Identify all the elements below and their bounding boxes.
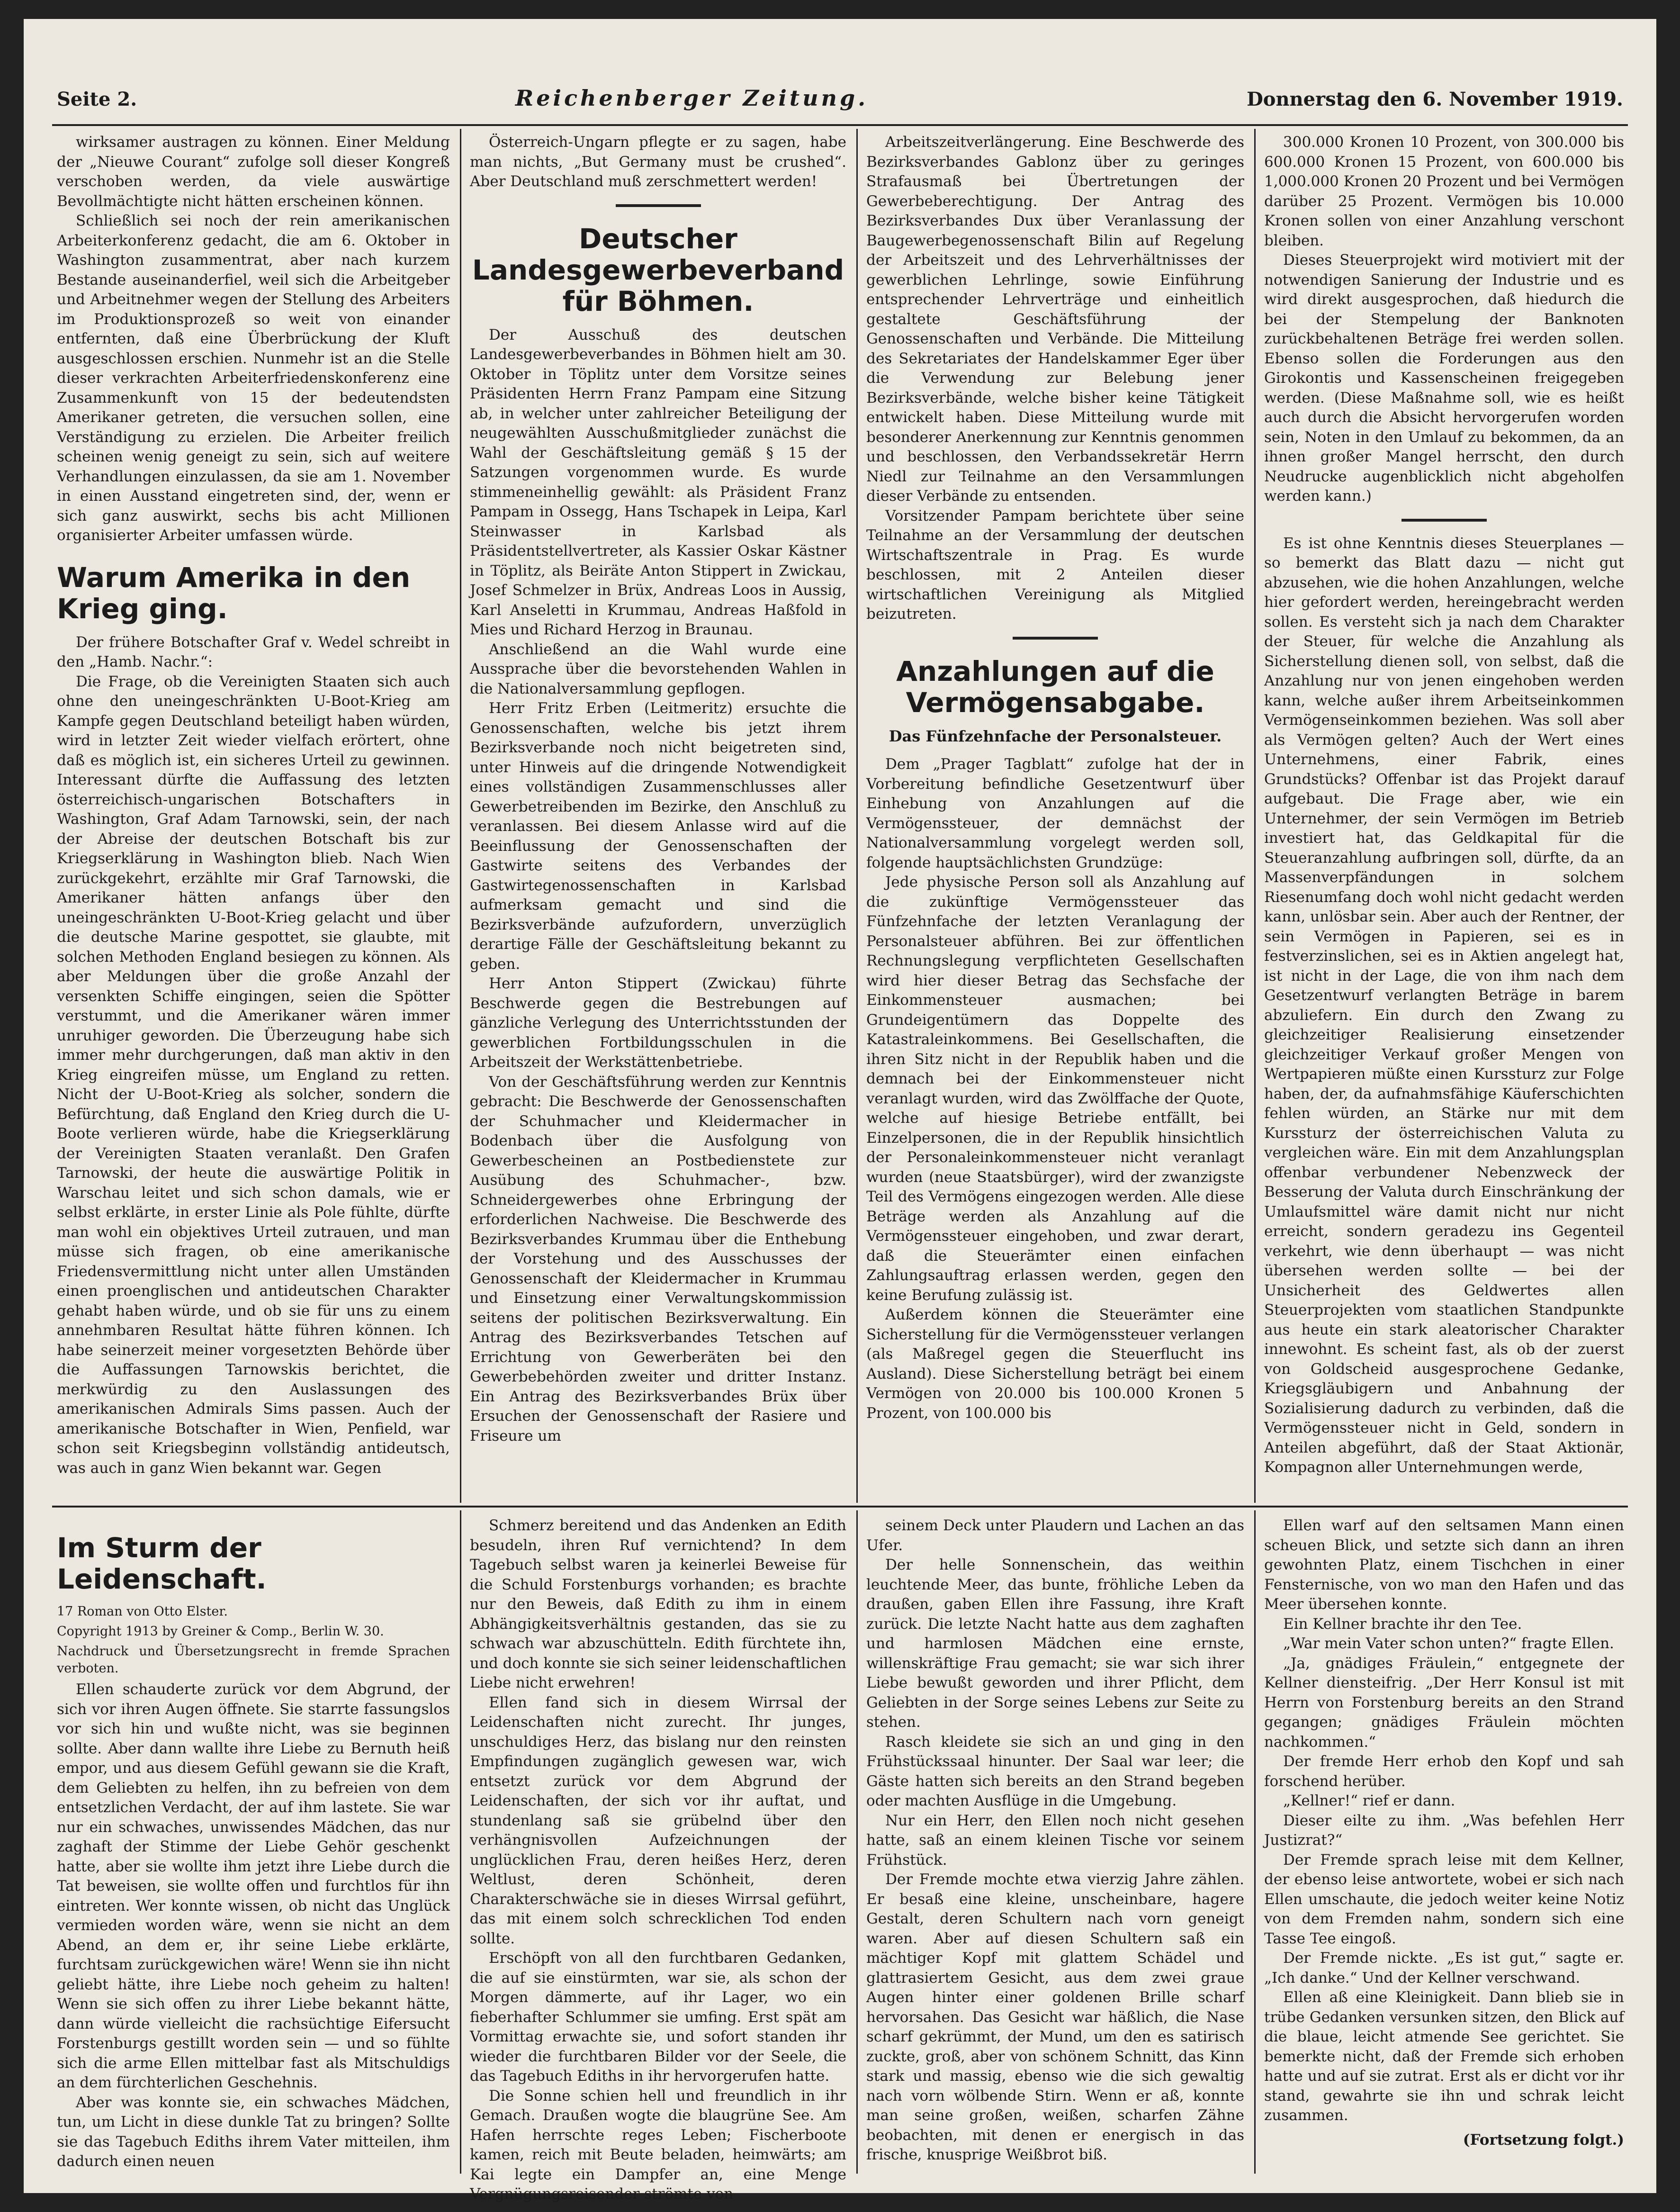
column-rule — [1254, 1510, 1256, 2174]
novel-text: Erschöpft von all den furchtbaren Gedanken, die auf sie einstürmten, war sie, als schon der Morgen dämmerte, auf ihr Lager, wo ein fieberhafter Schlummer sie umfing. Erst spät am Vormittag erwachte sie, und sofort standen ihr wieder die furchtbaren Bilder vor der Seele, die das Tagebuch Ediths in ihr hervorgerufen hatte. — [470, 1950, 846, 2085]
article-text: Der Ausschuß des deutschen Landesgewerbeverbandes in Böhmen hielt am 30. Oktober in Töplitz unter dem Vorsitze seines Präsidenten Herrn Franz Pampam eine Sitzung ab, in welcher unter zahlreicher Beteiligung der neugewählten Ausschußmitglieder zunächst die Wahl der Geschäftsleitung gemäß § 15 der Satzungen vorgenommen wurde. Es wurde stimmeneinhellig gewählt: als Präsident Franz Pampam in Ossegg, Hans Tschapek in Leipa, Karl Steinwasser in Karlsbad als Präsidentstellvertreter, als Kassier Oskar Kästner in Töplitz, als Beiräte Anton Stippert in Zwickau, Josef Schmelzer in Brüx, Andreas Loos in Aussig, Karl Anseletti in Krummau, Andreas Haßfold in Mies und Richard Herzog in Braunau. — [470, 326, 846, 638]
column-2 — [470, 133, 846, 1502]
article-text: Herr Fritz Erben (Leitmeritz) ersuchte die Genossenschaften, welche bis jetzt ihrem Bezirksverbande noch nicht beigetreten sind, unter Hinweis auf die dringende Notwendigkeit eines vollständigen Zusammenschlusses aller Gewerbetreibenden im Bezirke, den Anschluß zu veranlassen. Bei diesem Anlasse wird auf die Beeinflussung der Genossenschaften der Gastwirte seitens des Verbandes der Gastwirtegenossenschaften in Karlsbad aufmerksam gemacht und sind die Bezirksverbände aufzufordern, unverzüglich derartige Fälle der Geschäftsleitung bekannt zu geben. — [470, 700, 846, 973]
column-rule — [460, 129, 461, 1503]
novel-text: Die Sonne schien hell und freundlich in ihr Gemach. Draußen wogte die blaugrüne See. Am Hafen herrschte reges Leben; Fischerboote kamen, reich mit Beute beladen, heimwärts; am Kai legte ein Dampfer an, eine Menge Vergnügungsreisender strömte von — [470, 2087, 846, 2203]
novel-copyright: Copyright 1913 by Greiner & Comp., Berlin W. 30. — [57, 1624, 384, 1639]
article-text: Herr Anton Stippert (Zwickau) führte Beschwerde gegen die Bestrebungen auf gänzliche Verlegung des Unterrichtsstunden der gewerblichen Fortbildungsschulen in die Arbeitszeit der Werkstättenbetriebe. — [470, 975, 846, 1071]
article-text: 300.000 Kronen 10 Prozent, von 300.000 bis 600.000 Kronen 15 Prozent, von 600.000 bis 1,000.000 Kronen 20 Prozent und bei Vermögen darüber 25 Prozent. Vermögen bis 10.000 Kronen sollen von einer Anzahlung verschont bleiben. — [1264, 134, 1624, 249]
novel-text: Rasch kleidete sie sich an und ging in den Frühstückssaal hinunter. Der Saal war leer; die Gäste hatten sich bereits an den Strand begeben oder machten Ausflüge in die Umgebung. — [866, 1733, 1244, 1809]
novel-text: Nur ein Herr, den Ellen noch nicht gesehen hatte, saß an einem kleinen Tische vor seinem Frühstück. — [866, 1812, 1244, 1869]
header-rule — [52, 124, 1628, 126]
column-rule — [1254, 129, 1256, 1503]
column-4 — [1264, 133, 1624, 1502]
page-header — [57, 85, 1623, 118]
headline-amerika: Warum Amerika in den Krieg ging. — [57, 561, 411, 625]
novel-text: „War mein Vater schon unten?“ fragte Ellen. — [1283, 1635, 1614, 1652]
novel-text: Der Fremde nickte. „Es ist gut,“ sagte er. „Ich danke.“ Und der Kellner verschwand. — [1264, 1950, 1624, 1986]
column-rule — [856, 1510, 858, 2174]
novel-rights: Nachdruck und Übersetzungsrecht in fremde Sprachen verboten. — [57, 1644, 450, 1676]
novel-text: Der helle Sonnenschein, das weithin leuchtende Meer, das bunte, fröhliche Leben da draußen, gaben Ellen ihre Fassung, ihre Kraft zurück. Die letzte Nacht hatte aus dem zaghaften und harmlosen Mädchen eine ernste, willenskräftige Frau gemacht; sie war sich ihrer Liebe bewußt geworden und ihrer Pflicht, dem Geliebten in der Sorge seines Lebens zur Seite zu stehen. — [866, 1556, 1244, 1731]
issue-date: Donnerstag den 6. November 1919. — [1247, 88, 1623, 110]
article-text: Der frühere Botschafter Graf v. Wedel schreibt in den „Hamb. Nachr.“: — [57, 633, 450, 670]
novel-text: Ellen schauderte zurück vor dem Abgrund, der sich vor ihren Augen öffnete. Sie starrte fassungslos vor sich hin und wußte nicht, was sie beginnen sollte. Aber dann wallte ihre Liebe zu Bernuth heiß empor, und aus diesem Gefühl gewann sie die Kraft, dem Geliebten zu helfen, ihn zu befreien von dem entsetzlichen Verdacht, der auf ihm lastete. Sie war nur ein schwaches, unwissendes Mädchen, das nur zaghaft der Stimme der Liebe Gehör geschenkt hatte, aber sie wollte ihm jetzt ihre Liebe durch die Tat beweisen, sie wollte offen und furchtlos für ihn eintreten. Wer konnte wissen, ob nicht das Unglück vermieden worden wäre, wenn sie nicht an dem Abend, an dem er, ihr seine Liebe erklärte, furchtsam zurückgewichen wäre! Wenn sie ihn nicht geliebt hätte, ihre Liebe noch geheim zu halten! Wenn sie sich offen zu ihrer Liebe bekannt hätte, dann würde vielleicht die rachsüchtige Eifersucht Forstenburgs gestillt worden sein — und so fühlte sich die arme Ellen mittelbar fast als Mitschuldigs an dem fürchterlichen Geschehnis. — [57, 1681, 450, 2091]
column-rule — [460, 1510, 461, 2174]
column-1 — [57, 133, 450, 1502]
novel-text: seinem Deck unter Plaudern und Lachen an das Ufer. — [866, 1517, 1244, 1554]
subheadline: Das Fünfzehnfache der Personalsteuer. — [889, 727, 1222, 745]
article-text: Österreich-Ungarn pflegte er zu sagen, habe man nichts, „But Germany must be crushed“. Aber Deutschland muß zerschmettert werden! — [470, 134, 846, 190]
article-separator — [1013, 637, 1098, 640]
article-text: Anschließend an die Wahl wurde eine Aussprache über die bevorstehenden Wahlen in die Nationalversammlung gepflogen. — [470, 641, 846, 697]
novel-title: Im Sturm der Leidenschaft. — [57, 1532, 267, 1595]
novel-text: Der Fremde sprach leise mit dem Kellner, der ebenso leise antwortete, wobei er sich nach Ellen umschaute, die jedoch weiter keine Notiz von dem Fremden nahm, sondern sich eine Tasse Tee eingoß. — [1264, 1851, 1624, 1947]
article-text: Arbeitszeitverlängerung. Eine Beschwerde des Bezirksverbandes Gablonz über zu geringes Strafausmaß bei Übertretungen der Gewerbeberechtigung. Der Antrag des Bezirksverbandes Dux über Veranlassung der Baugewerbegenossenschaft Bilin auf Regelung der Arbeitszeit und des Lehrverhältnisses der gewerblichen Lehrlinge, sowie Einführung entsprechender Lehrverträge und einheitlich gestaltete Geschäftsführung der Genossenschaften und Verbände. Die Mitteilung des Sekretariates der Handelskammer Eger über die Verwendung zur Belebung jener Bezirksverbände, welche bisher keine Tätigkeit entwickelt haben. Diese Mitteilung wurde mit besonderer Anerkennung zur Kenntnis genommen und beschlossen, den Verbandssekretär Herrn Niedl zur Teilnahme an den Versammlungen dieser Verbände zu entsenden. — [866, 134, 1244, 505]
novel-text: Ellen warf auf den seltsamen Mann einen scheuen Blick, und setzte sich dann an ihren gewohnten Platz, einem Tischchen in einer Fensternische, von wo man den Hafen und das Meer übersehen konnte. — [1264, 1517, 1624, 1613]
novel-text: Schmerz bereitend und das Andenken an Edith besudeln, ihren Ruf vernichtend? In dem Tagebuch selbst waren ja keinerlei Beweise für die Schuld Forstenburgs vorhanden; es brachte nur den Beweis, daß Edith zu ihm in einem Abhängigkeitsverhältnis gestanden, das sie zu schwach war abzuschütteln. Edith fürchtete ihn, und doch konnte sie sich seiner leidenschaftlichen Liebe nicht erwehren! — [470, 1517, 846, 1691]
article-separator — [1401, 519, 1487, 522]
page-number: Seite 2. — [57, 88, 137, 110]
continuation-note: (Fortsetzung folgt.) — [1463, 2131, 1624, 2149]
novel-text: Der fremde Herr erhob den Kopf und sah forschend herüber. — [1264, 1753, 1624, 1790]
novel-text: Dieser eilte zu ihm. „Was befehlen Herr Justizrat?“ — [1264, 1812, 1624, 1849]
feuilleton-rule — [52, 1506, 1628, 1508]
feuilleton-column-2 — [470, 1516, 846, 2203]
article-text: Jede physische Person soll als Anzahlung auf die zukünftige Vermögenssteuer das Fünfzehnfache der letzten Veranlagung der Personalsteuer abführen. Bei zur öffentlichen Rechnungslegung verpflichteten Gesellschaften wird hier dieser Betrag das Sechsfache der Einkommensteuer ausmachen; bei Grundeigentümern das Doppelte des Katastraleinkommens. Bei Gesellschaften, die ihren Sitz nicht in der Republik haben und die demnach bei der Einkommensteuer nicht veranlagt wurden, wird das Zwölffache der Quote, welche auf hiesige Betriebe entfällt, bei Einzelpersonen, die in der Republik hinsichtlich der Personaleinkommensteuer nicht veranlagt wurden (neue Staatsbürger), wird der zwanzigste Teil des Vermögens eingezogen werden. Alle diese Beträge werden als Anzahlung auf die Vermögenssteuer eingehoben, und zwar derart, daß die Steuerämter einen einfachen Zahlungsauftrag erlassen werden, gegen den keine Berufung zulässig ist. — [866, 874, 1244, 1304]
newspaper-title: Reichenberger Zeitung. — [515, 85, 869, 111]
novel-text: „Ja, gnädiges Fräulein,“ entgegnete der Kellner diensteifrig. „Der Herr Konsul ist mit Herrn von Forstenburg bereits an den Strand gegangen; gnädiges Fräulein möchten nachkommen.“ — [1264, 1654, 1624, 1751]
article-separator — [616, 204, 701, 207]
novel-text: Ellen fand sich in diesem Wirrsal der Leidenschaften nicht zurecht. Ihr junges, unschuldiges Herz, das bislang nur den reinsten Empfindungen zugänglich gewesen war, wich entsetzt zurück vor dem Abgrund der Leidenschaften, der sich vor ihr auftat, und stundenlang saß sie grübelnd über den verhängnisvollen Aufzeichnungen der unglücklichen Frau, deren heißes Herz, deren Weltlust, deren Schönheit, deren Charakterschwäche sie in dieses Wirrsal geführt, das mit einem solch schrecklichen Tod enden sollte. — [470, 1694, 846, 1947]
headline-anzahlungen: Anzahlungen auf die Vermögensabgabe. — [896, 655, 1214, 719]
article-text: Dieses Steuerprojekt wird motiviert mit der notwendigen Sanierung der Industrie und es wird direkt ausgesprochen, daß hiedurch die bei der Stempelung der Banknoten zurückbehaltenen Beträge frei werden sollen. Ebenso sollen die Forderungen aus den Girokontis und Kassenscheinen freigegeben werden. (Diese Maßnahme soll, wie es heißt auch durch die Absicht hervorgerufen worden sein, Noten in den Umlauf zu bekommen, da an ihnen großer Mangel herrscht, den durch Neudrucke augenblicklich nicht abgeholfen werden kann.) — [1264, 252, 1624, 505]
article-text: Dem „Prager Tagblatt“ zufolge hat der in Vorbereitung befindliche Gesetzentwurf über Einhebung von Anzahlungen auf die Vermögenssteuer, der demnächst der Nationalversammlung vorgelegt werden soll, folgende hauptsächlichsten Grundzüge: — [866, 756, 1244, 871]
feuilleton-column-3 — [866, 1516, 1244, 2175]
novel-byline: 17 Roman von Otto Elster. — [57, 1604, 228, 1619]
article-text: Von der Geschäftsführung werden zur Kenntnis gebracht: Die Beschwerde der Genossenschaften der Schuhmacher und Kleidermacher in Bodenbach über die Ausfolgung von Gewerbescheinen an Postbedienstete zur Ausübung des Schuhmacher-, bzw. Schneidergewerbes ohne Erbringung der erforderlichen Nachweise. Die Beschwerde des Bezirksverbandes Krummau über die Enthebung der Vorstehung und des Ausschusses der Genossenschaft der Kleidermacher in Krummau und Einsetzung einer Verwaltungskommission seitens der politischen Bezirksverwaltung. Ein Antrag des Bezirksverbandes Tetschen auf Errichtung von Gewerberäten bei den Gewerbebehörden zweiter und dritter Instanz. Ein Antrag des Bezirksverbandes Brüx über Ersuchen der Genossenschaft der Rasiere und Friseure um — [470, 1073, 846, 1445]
novel-text: Ellen aß eine Kleinigkeit. Dann blieb sie in trübe Gedanken versunken sitzen, den Blick auf die blaue, leicht atmende See gerichtet. Sie bemerkte nicht, daß der Fremde sich erhoben hatte und auf sie zutrat. Erst als er dicht vor ihr stand, gewahrte sie ihn und schrak leicht zusammen. — [1264, 1989, 1624, 2124]
article-text: Schließlich sei noch der rein amerikanischen Arbeiterkonferenz gedacht, die am 6. Oktober in Washington zusammentrat, aber nach kurzem Bestande auseinanderfiel, weil sich die Arbeitgeber und Arbeitnehmer wegen der Stellung des Arbeiters im Produktionsprozeß so weit von einander entfernten, daß eine Überbrückung der Kluft ausgeschlossen erschien. Nunmehr ist an die Stelle dieser verkrachten Arbeiterfriedenskonferenz eine Zusammenkunft von 15 der bedeutendsten Amerikaner getreten, die versuchen sollen, eine Verständigung zu erzielen. Die Arbeiter freilich scheinen wenig geneigt zu sein, sich auf weitere Verhandlungen einzulassen, da sie am 1. November in einen Ausstand eingetreten sind, der, wenn er sich ganz auswirkt, sechs bis acht Millionen organisierter Arbeiter umfassen würde. — [57, 212, 450, 544]
headline-landesgewerbeverband: Deutscher Landesgewerbeverband für Böhmen. — [472, 222, 844, 317]
novel-text: Ein Kellner brachte ihr den Tee. — [1283, 1615, 1522, 1633]
feuilleton-column-1 — [57, 1516, 450, 2175]
novel-text: „Kellner!“ rief er dann. — [1283, 1792, 1455, 1809]
article-text: wirksamer austragen zu können. Einer Meldung der „Nieuwe Courant“ zufolge soll dieser Kongreß verschoben werden, da viele auswärtige Bevollmächtigte nicht hätten erscheinen können. — [57, 134, 450, 210]
newspaper-page — [24, 19, 1656, 2203]
article-text: Die Frage, ob die Vereinigten Staaten sich auch ohne den uneingeschränkten U-Boot-Krieg am Kampfe gegen Deutschland beteiligt haben würden, wird in letzter Zeit wieder vielfach erörtert, ohne daß es möglich ist, ein sicheres Urteil zu gewinnen. Interessant dürfte die Auffassung des letzten österreichisch-ungarischen Botschafters in Washington, Graf Adam Tarnowski, sein, der nach der Abreise der deutschen Botschaft bis zur Kriegserklärung in Washington blieb. Nach Wien zurückgekehrt, erzählte mir Graf Tarnowski, die Amerikaner hätten anfangs über den uneingeschränkten U-Boot-Krieg gelacht und über die deutsche Marine gespottet, sie glaubte, mit solchen Methoden England besiegen zu können. Als aber Meldungen über die große Anzahl der versenkten Schiffe eingingen, seien die Spötter verstummt, und die Amerikaner wären immer unruhiger geworden. Die Überzeugung habe sich immer mehr durchgerungen, daß man aktiv in den Krieg eingreifen müsse, um England zu retten. Nicht der U-Boot-Krieg als solcher, sondern die Befürchtung, daß England den Krieg durch die U-Boote verlieren würde, habe die Kriegserklärung der Vereinigten Staaten veranlaßt. Den Grafen Tarnowski, der heute die auswärtige Politik in Warschau leitet und sich schon damals, wie er selbst erklärte, in erster Linie als Pole fühlte, dürfte man wohl ein objektives Urteil zutrauen, und man müsse sich fragen, ob eine amerikanische Friedensvermittlung nicht unter allen Umständen einen proenglischen und antideutschen Charakter gehabt haben würde, und ob sie für uns zu einem annehmbaren Resultat hätte führen können. Ich habe seinerzeit meiner vorgesetzten Behörde über die Auffassungen Tarnowskis berichtet, die merkwürdig zu den Auslassungen des amerikanischen Admirals Sims passen. Auch der amerikanische Botschafter in Wien, Penfield, war schon seit Kriegsbeginn vollständig antideutsch, was auch in ganz Wien bekannt war. Gegen — [57, 673, 450, 1477]
article-text: Es ist ohne Kenntnis dieses Steuerplanes — so bemerkt das Blatt dazu — nicht gut abzusehen, wie die hohen Anzahlungen, welche hier gefordert werden, hereingebracht werden sollen. Es versteht sich ja nach dem Charakter der Steuer, für welche die Anzahlung als Sicherstellung dienen soll, von selbst, daß die Anzahlung nur von jenen eingehoben werden kann, welche außer ihrem Arbeitseinkommen Vermögenseinkommen beziehen. Was soll aber als Vermögen gelten? Auch der Wert eines Unternehmens, einer Fabrik, eines Grundstücks? Offenbar ist das Projekt darauf aufgebaut. Die Frage aber, wie ein Unternehmer, der sein Vermögen im Betrieb investiert hat, das Geldkapital für die Steueranzahlung aufbringen soll, dürfte, da an Massenverpfändungen in solchem Riesenumfang doch wohl nicht gedacht werden kann, unlösbar sein. Aber auch der Rentner, der sein Vermögen in Papieren, sei es in festverzinslichen, sei es in Aktien angelegt hat, ist nicht in der Lage, die von ihm nach dem Gesetzentwurf verlangten Beträge in barem abzuliefern. Ein durch den Zwang zu gleichzeitiger Realisierung einsetzender gleichzeitiger Verkauf großer Mengen von Wertpapieren müßte einen Kurssturz zur Folge haben, der, da aufnahmsfähige Käuferschichten fehlen würden, an Stärke nur mit dem Kurssturz der österreichischen Valuta zu vergleichen wäre. Ein mit dem Anzahlungsplan offenbar verbundener Nebenzweck der Besserung der Valuta durch Einschränkung der Umlaufsmittel wäre damit nicht nur nicht erreicht, sondern geradezu ins Gegenteil verkehrt, wie denn überhaupt — was nicht übersehen werden sollte — bei der Unsicherheit des Geldwertes allen Steuerprojekten vom staatlichen Standpunkte aus heute ein stark aleatorischer Charakter innewohnt. Es scheint fast, als ob der zuerst von Goldscheid ausgesprochene Gedanke, Kriegsgläubigern und Anbahnung der Sozialisierung dadurch zu verbinden, daß die Vermögenssteuer nicht in Geld, sondern in Anteilen abgeführt, daß der Staat Aktionär, Kompagnon aller Unternehmungen werde, — [1264, 534, 1624, 1476]
column-3 — [866, 133, 1244, 1502]
article-text: Außerdem können die Steuerämter eine Sicherstellung für die Vermögenssteuer verlangen (als Maßregel gegen die Steuerflucht ins Ausland). Diese Sicherstellung beträgt bei einem Vermögen von 20.000 bis 100.000 Kronen 5 Prozent, von 100.000 bis — [866, 1306, 1244, 1422]
column-rule — [856, 129, 858, 1503]
novel-text: Der Fremde mochte etwa vierzig Jahre zählen. Er besaß eine kleine, unscheinbare, hagere Gestalt, deren Schultern nach vorn geneigt waren. Aber auf diesen Schultern saß ein mächtiger Kopf mit glattem Schädel und glattrasiertem Gesicht, aus dem zwei graue Augen hinter einer goldenen Brille scharf hervorsahen. Das Gesicht war häßlich, die Nase scharf gekrümmt, der Mund, um den es satirisch zuckte, groß, aber von schönem Schnitt, das Kinn stark und massig, ebenso wie die sich gewaltig nach vorn wölbende Stirn. Wenn er aß, konnte man seine großen, weißen, scharfen Zähne beobachten, mit denen er energisch in das frische, knusprige Weißbrot biß. — [866, 1871, 1244, 2163]
novel-text: Aber was konnte sie, ein schwaches Mädchen, tun, um Licht in diese dunkle Tat zu bringen? Sollte sie das Tagebuch Ediths ihrem Vater mitteilen, ihm dadurch einen neuen — [57, 2094, 450, 2170]
feuilleton-column-4 — [1264, 1516, 1624, 2175]
article-text: Vorsitzender Pampam berichtete über seine Teilnahme an der Versammlung der deutschen Wirtschaftszentrale in Prag. Es wurde beschlossen, mit 2 Anteilen dieser wirtschaftlichen Vereinigung als Mitglied beizutreten. — [866, 507, 1244, 623]
